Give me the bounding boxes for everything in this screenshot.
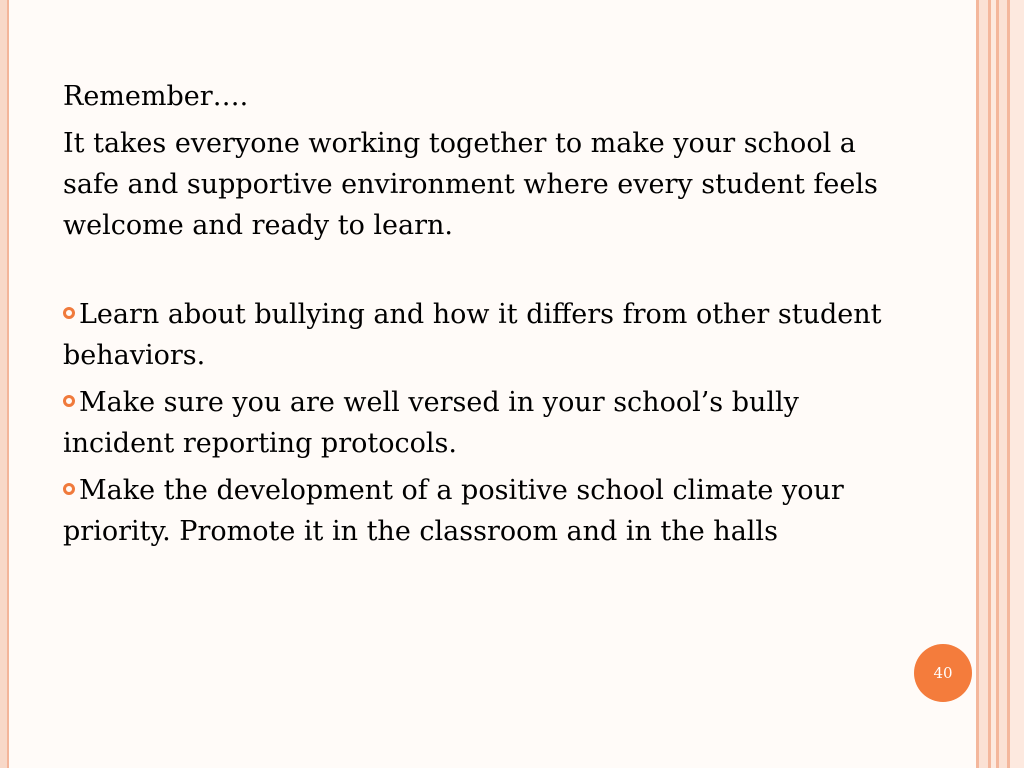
bullet-item xyxy=(63,382,903,464)
page-number-badge: 40 xyxy=(914,644,972,702)
bullet-text: Learn about bullying and how it differs from other student behaviors. xyxy=(63,299,882,371)
right-stripe-decoration xyxy=(1010,0,1024,768)
bullet-item xyxy=(63,294,903,376)
bullet-text: Make sure you are well versed in your school’s bully incident reporting protocols. xyxy=(63,387,799,459)
circle-bullet-icon xyxy=(63,483,75,495)
right-stripe-decoration xyxy=(979,0,988,768)
right-stripe-decoration xyxy=(999,0,1007,768)
bullet-item xyxy=(63,470,903,552)
intro-paragraph: It takes everyone working together to make your school a safe and supportive environment where every student feels welcome and ready to learn. xyxy=(63,128,878,241)
circle-bullet-icon xyxy=(63,395,75,407)
bullet-text: Make the development of a positive school climate your priority. Promote it in the classroom and in the halls xyxy=(63,475,844,547)
left-border-decoration xyxy=(0,0,9,768)
slide-heading: Remember…. xyxy=(63,81,249,112)
spacer xyxy=(63,252,903,294)
circle-bullet-icon xyxy=(63,307,75,319)
slide-body xyxy=(63,76,903,558)
